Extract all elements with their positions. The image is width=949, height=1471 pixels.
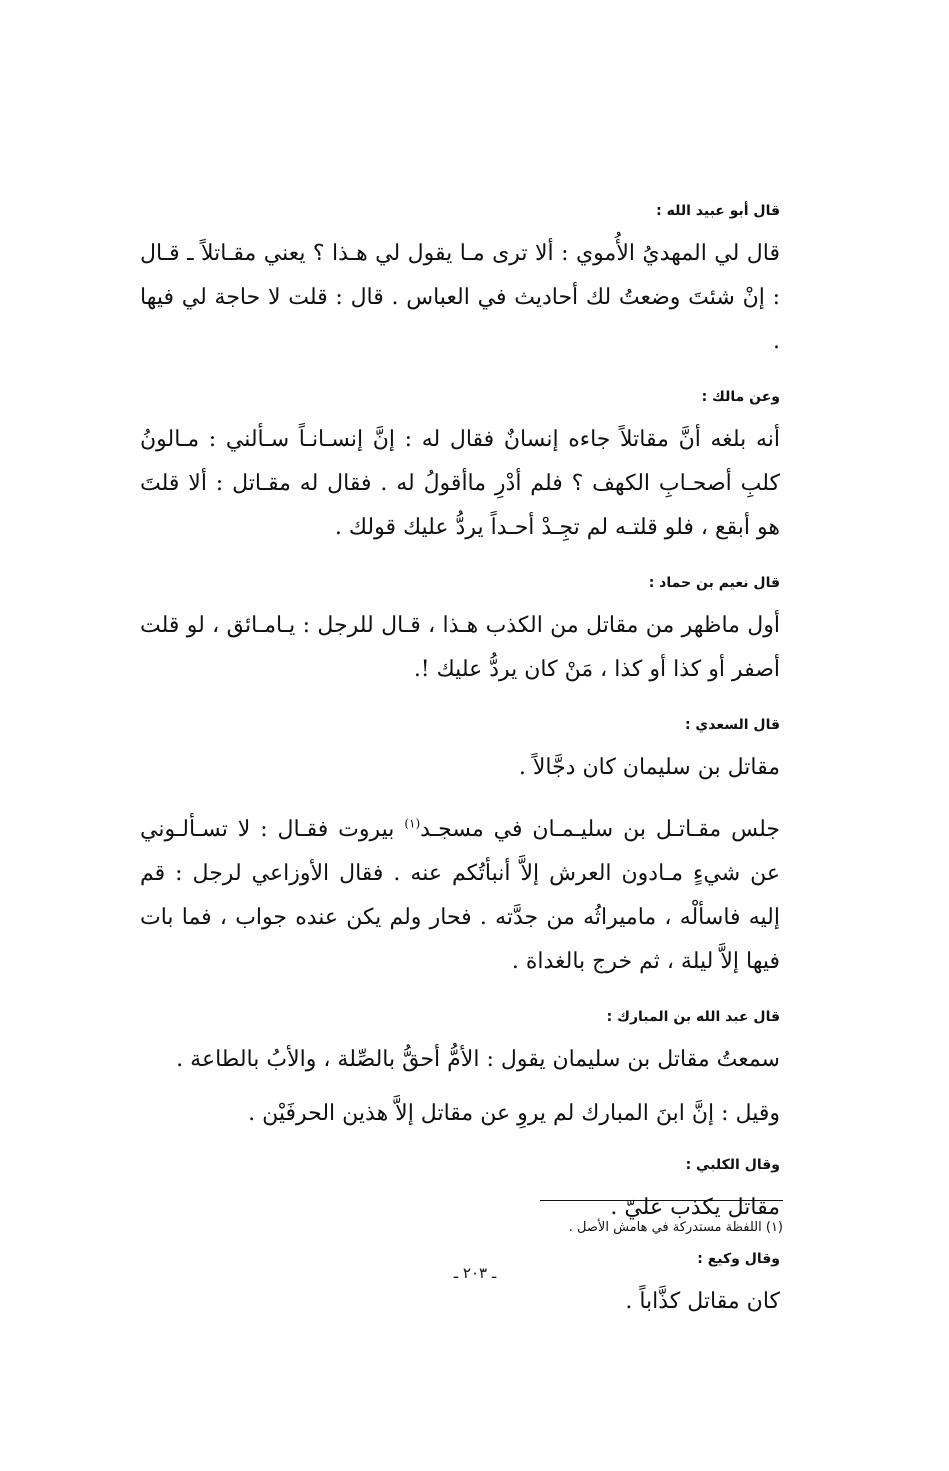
section-text: مقاتل بن سليمان كان دجَّالاً .	[518, 755, 780, 780]
section-text: قال لي المهديُ الأُموي : ألا ترى مـا يقول لي هـذا ؟ يعني مقـاتلاً ـ قـال : إنْ شئتَ وضعتُ لك أحاديث في العباس . قال : قلت لا حاجة لي فيها .	[140, 241, 780, 354]
section-text: وقيل : إنَّ ابنَ المبارك لم يروِ عن مقاتل إلاَّ هذين الحرفَيْن .	[248, 1101, 780, 1126]
section-text: أنه بلغه أنَّ مقاتلاً جاءه إنسانٌ فقال له : إنَّ إنسـانـاً سـألني : مـالونُ كلبِ أصحـابِ الكهف ؟ فلم أدْرِ ماأقولُ له . فقال له مقـاتل : ألا قلتَ هو أبقع ، فلو قلتـه لم تجِـدْ أحـداً يردُّ عليك قولك .	[140, 427, 780, 540]
text-before-note: جلس مقـاتـل بن سليـمـان في مسجـد	[420, 817, 781, 842]
section-text: سمعتُ مقاتل بن سليمان يقول : الأمُّ أحقُّ بالصِّلة ، والأبُ بالطاعة .	[176, 1047, 780, 1072]
footnote-marker: (١)	[404, 816, 421, 831]
footnote-divider	[540, 1200, 783, 1201]
text-after-note: بيروت فقـال : لا تسـألـوني عن شيءٍ مـادون العرش إلاَّ أنبأتُكم عنه . فقال الأوزاعي لرجل : قم إليه فاسألْه ، ماميراثُه من جدَّته . فحار ولم يكن عنده جواب ، فما بات فيها إلاَّ ليلة ، ثم خرج بالغداة .	[140, 817, 780, 974]
section-heading: قال أبو عبيد الله :	[656, 203, 780, 219]
section-heading: وقال وكيع :	[697, 1251, 780, 1267]
section-text	[140, 808, 780, 984]
section-heading: قال عبد الله بن المبارك :	[606, 1009, 780, 1025]
footnote: (١) اللفظة مستدركة في هامش الأصل .	[568, 1220, 783, 1235]
section-heading: قال السعدي :	[684, 717, 780, 733]
page-body	[140, 200, 780, 1324]
section-heading: وقال الكلبي :	[685, 1157, 780, 1173]
section-text: أول ماظهر من مقاتل من الكذب هـذا ، قـال للرجل : يـامـائق ، لو قلت أصفر أو كذا أو كذا ، مَنْ كان يردُّ عليك !.	[140, 613, 780, 682]
section-heading: وعن مالك :	[701, 389, 780, 405]
section-text: كان مقاتل كذَّاباً .	[625, 1289, 780, 1314]
page-number: ـ ٢٠٣ ـ	[453, 1264, 497, 1282]
section-heading: قال نعيم بن حماد :	[648, 575, 780, 591]
section-text: مقاتل يكذب عليّ .	[610, 1195, 780, 1220]
